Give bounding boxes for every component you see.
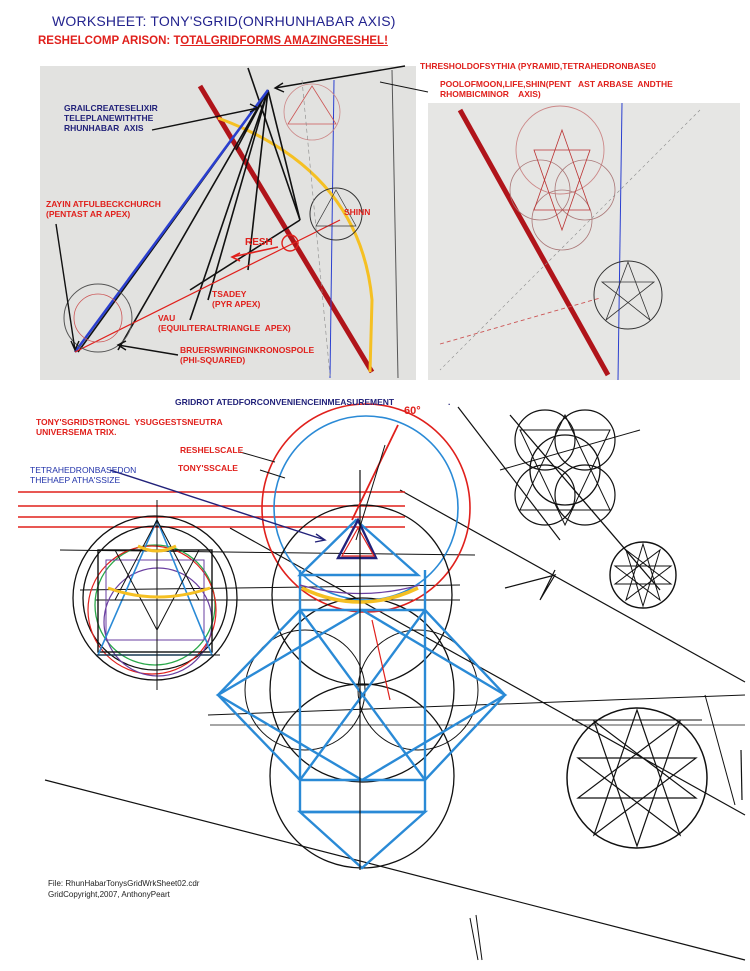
subtitle-prefix: RESHELCOMP ARISON: T: [38, 35, 181, 47]
label-bruers: BRUERSWRINGINKRONOSPOLE (PHI-SQUARED): [180, 345, 315, 365]
label-tonys-scale: TONY'SSCALE: [178, 463, 238, 473]
footer-copyright: GridCopyright,2007, AnthonyPeart: [48, 890, 170, 899]
label-grid-rotated-dot: .: [448, 397, 451, 407]
label-tsadey: TSADEY (PYR APEX): [212, 289, 261, 309]
label-angle: 60°: [404, 405, 421, 417]
label-pool: POOLOFMOON,LIFE,SHIN(PENT AST ARBASE ANDTHE RHOMBICMINOR AXIS): [440, 79, 673, 99]
label-zayin: ZAYIN ATFULBECKCHURCH (PENTAST AR APEX): [46, 199, 161, 219]
worksheet-title: WORKSHEET: TONY'SGRID(ONRHUNHABAR AXIS): [52, 13, 396, 29]
label-grid-rotated: GRIDROT ATEDFORCONVENIENCEINMEASUREMENT: [175, 397, 395, 407]
label-reshel-scale: RESHELSCALE: [180, 445, 244, 455]
footer-file: File: RhunHabarTonysGridWrkSheet02.cdr: [48, 879, 200, 888]
label-grail: GRAILCREATESELIXIR TELEPLANEWITHTHE RHUNHABAR AXIS: [64, 103, 158, 133]
label-tonys-grid: TONY'SGRIDSTRONGL YSUGGESTSNEUTRA UNIVERSEMA TRIX.: [36, 417, 223, 437]
subtitle-underlined: OTALGRIDFORMS AMAZINGRESHEL!: [180, 35, 388, 47]
worksheet-subtitle: [38, 36, 388, 48]
label-shinn: SHINN: [344, 207, 371, 217]
label-vau: VAU (EQUILITERALTRIANGLE APEX): [158, 313, 291, 333]
right-photo-geometry: [440, 103, 700, 380]
lower-geometry: [18, 404, 745, 960]
label-resh: RESH: [245, 237, 273, 248]
label-tetrahedron: TETRAHEDRONBASEDON THEHAEP ATHA'SSIZE: [30, 465, 137, 485]
label-threshold: THRESHOLDOFSYTHIA (PYRAMID,TETRAHEDRONBASE0: [420, 61, 656, 71]
